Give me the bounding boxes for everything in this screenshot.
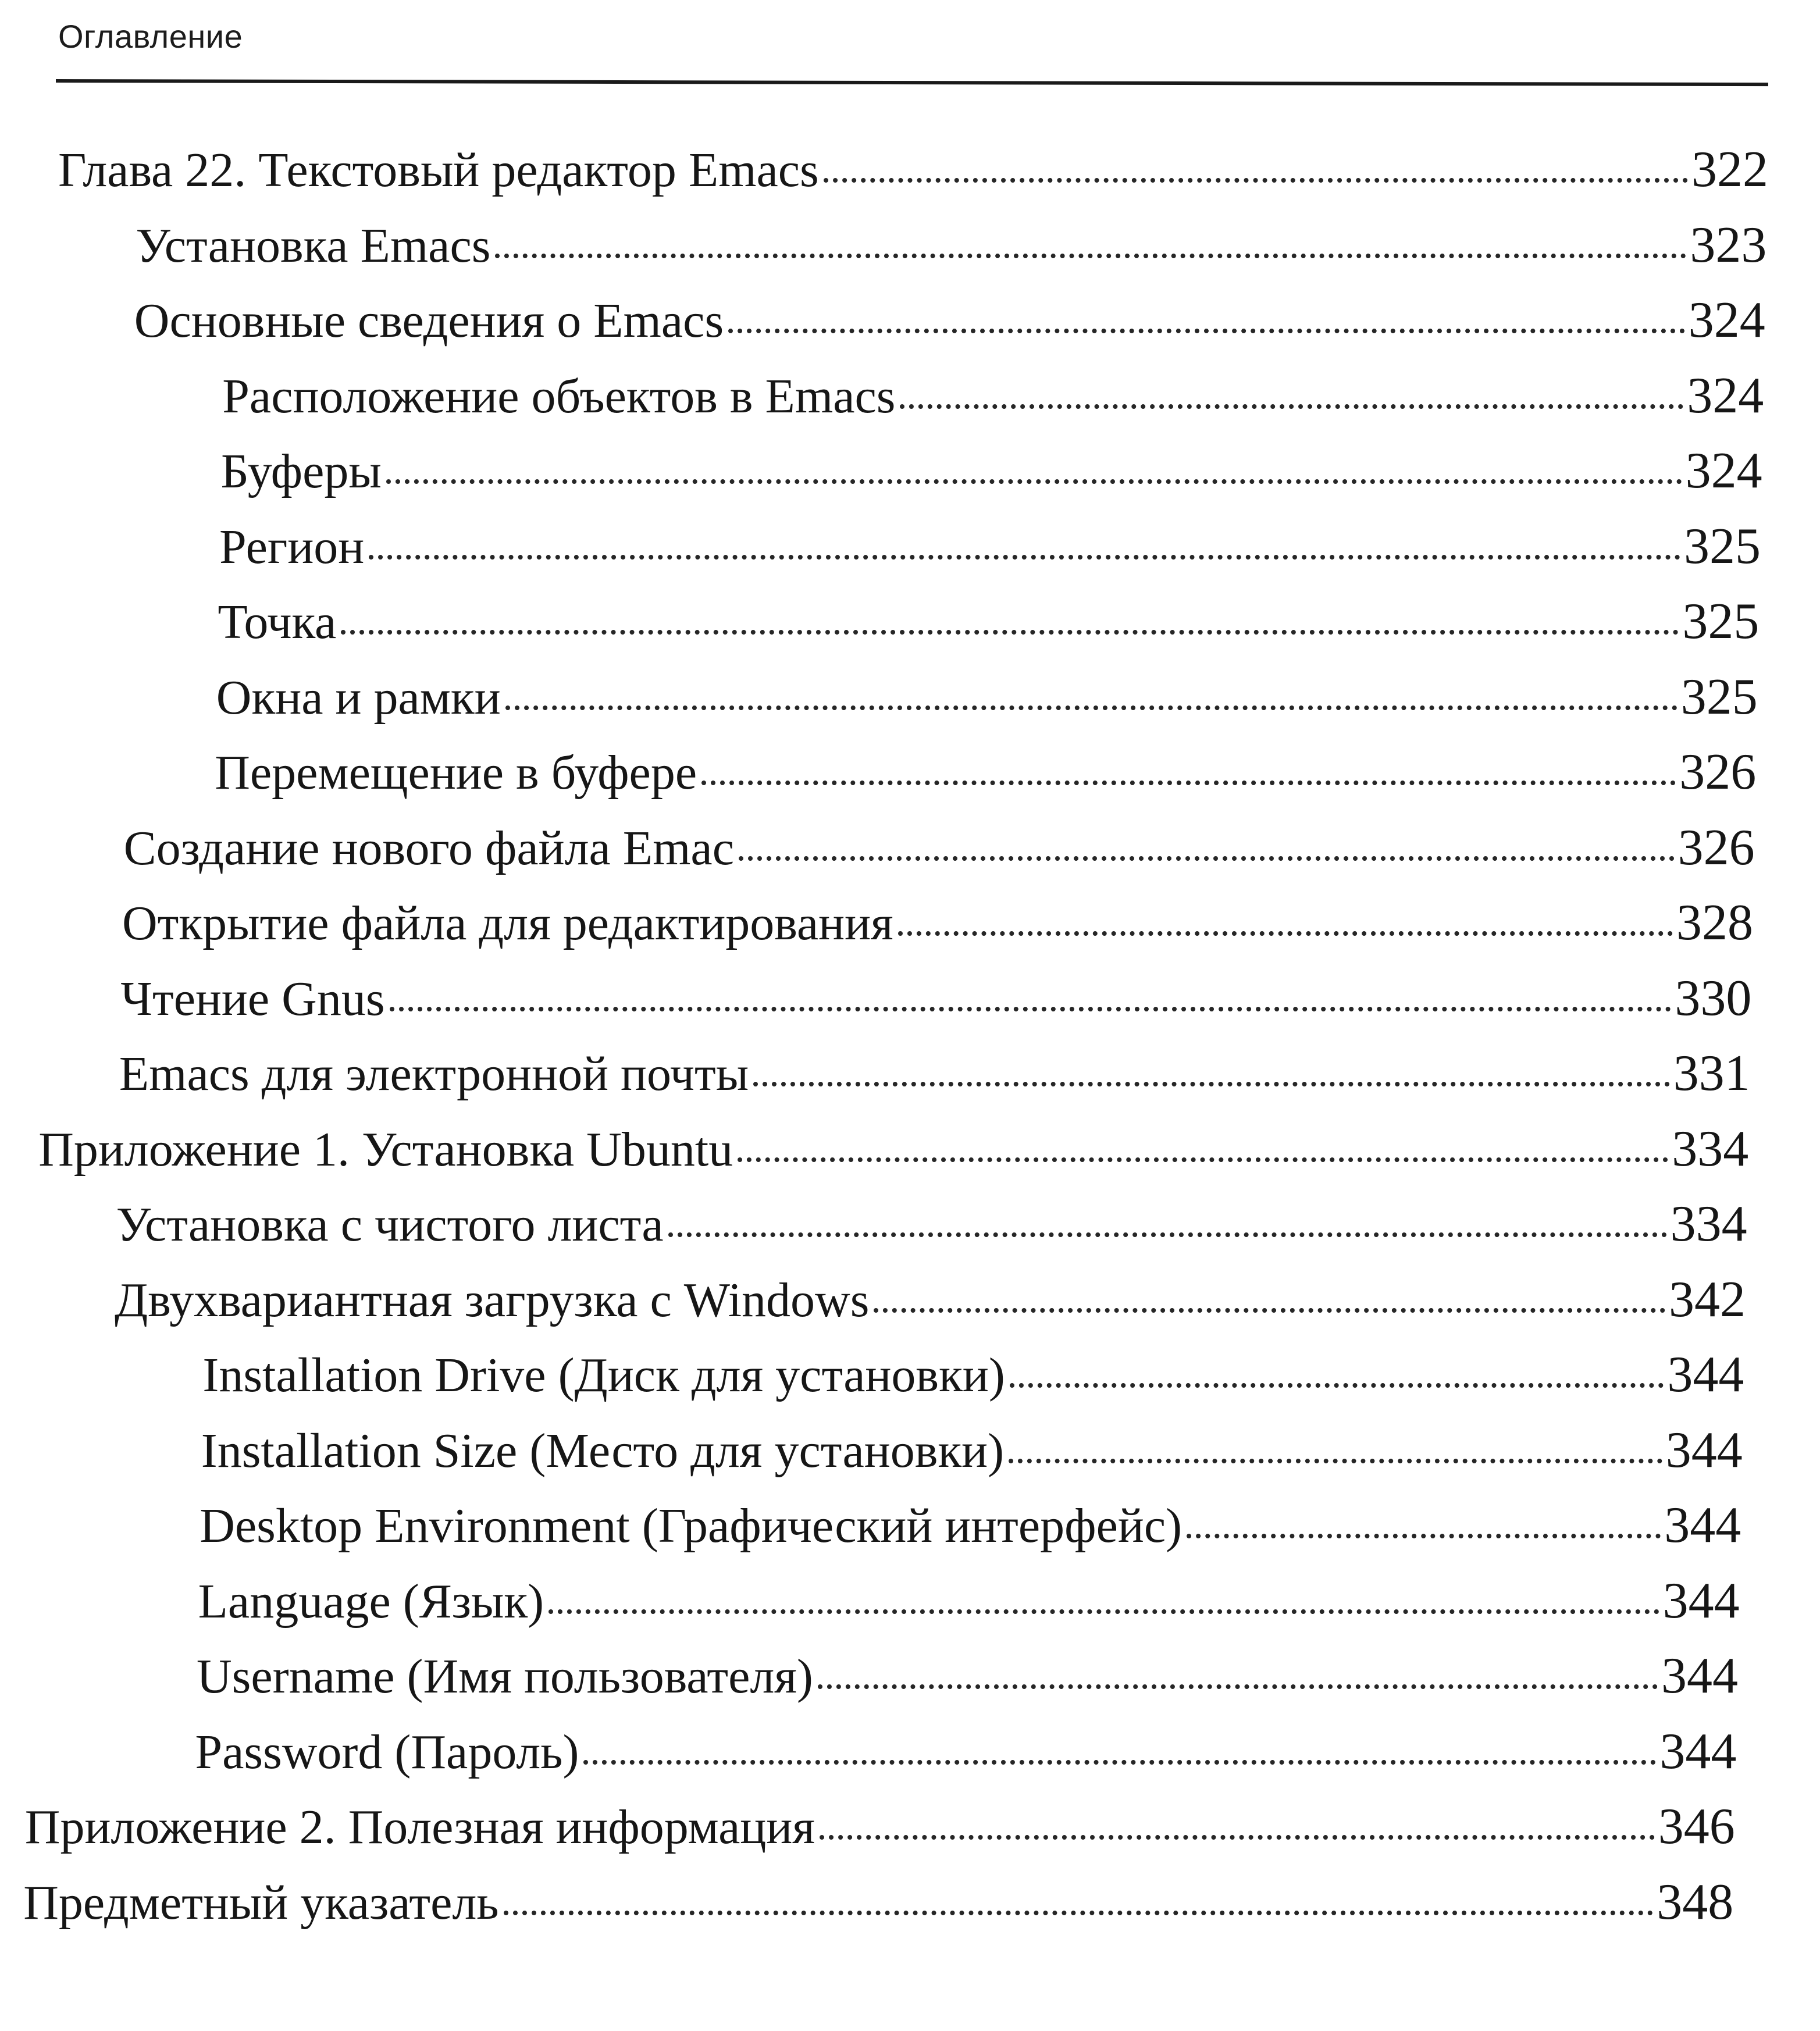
toc-entry[interactable] bbox=[197, 1644, 1738, 1709]
toc-entry-title: Приложение 2. Полезная информация bbox=[24, 1800, 815, 1854]
dot-leader bbox=[369, 555, 1680, 560]
dot-leader bbox=[820, 1835, 1655, 1840]
toc-page-number: 326 bbox=[1679, 744, 1757, 800]
toc-page-number: 334 bbox=[1670, 1196, 1747, 1252]
toc-entry-title: Буферы bbox=[220, 444, 382, 498]
toc-entry[interactable] bbox=[124, 815, 1755, 881]
toc-page-number: 330 bbox=[1675, 970, 1752, 1027]
dot-leader bbox=[824, 178, 1688, 183]
toc-entry-title: Глава 22. Текстовый редактор Emacs bbox=[58, 143, 819, 197]
dot-leader bbox=[701, 781, 1676, 785]
dot-leader bbox=[738, 1157, 1668, 1162]
toc-entry-title: Emacs для электронной почты bbox=[119, 1047, 749, 1101]
toc-entry-title: Регион bbox=[219, 519, 365, 574]
toc-entry[interactable] bbox=[134, 288, 1765, 353]
toc-entry-title: Предметный указатель bbox=[23, 1875, 499, 1930]
dot-leader bbox=[753, 1082, 1670, 1086]
toc-page-number: 344 bbox=[1661, 1648, 1738, 1704]
toc-entry-title: Двухвариантная загрузка с Windows bbox=[115, 1273, 870, 1327]
dot-leader bbox=[898, 931, 1673, 936]
toc-entry[interactable] bbox=[215, 740, 1756, 805]
toc-page-number: 322 bbox=[1691, 141, 1768, 198]
toc-entry-title: Language (Язык) bbox=[198, 1574, 544, 1629]
toc-entry[interactable] bbox=[136, 213, 1766, 278]
toc-entry-title: Создание нового файла Emac bbox=[123, 821, 734, 875]
toc-entry[interactable] bbox=[218, 589, 1759, 654]
toc-entry-title: Основные сведения о Emacs bbox=[134, 294, 724, 348]
toc-page-number: 328 bbox=[1676, 895, 1753, 951]
toc-page-number: 344 bbox=[1664, 1497, 1741, 1553]
toc-page-number: 348 bbox=[1657, 1873, 1734, 1930]
dot-leader bbox=[874, 1308, 1665, 1313]
running-head: Оглавление bbox=[58, 18, 243, 55]
toc-entry[interactable] bbox=[120, 966, 1751, 1031]
toc-entry[interactable] bbox=[116, 1192, 1747, 1257]
toc-entry-title: Установка Emacs bbox=[136, 218, 491, 273]
dot-leader bbox=[739, 856, 1675, 861]
toc-page-number: 324 bbox=[1688, 292, 1765, 348]
dot-leader bbox=[728, 329, 1685, 333]
dot-leader bbox=[668, 1232, 1667, 1237]
dot-leader bbox=[504, 1911, 1654, 1915]
toc-page-number: 331 bbox=[1673, 1045, 1750, 1102]
dot-leader bbox=[495, 254, 1686, 258]
toc-entry[interactable] bbox=[23, 1870, 1733, 1935]
toc-entry[interactable] bbox=[119, 1041, 1750, 1106]
dot-leader bbox=[386, 479, 1682, 484]
toc-page-number: 342 bbox=[1669, 1271, 1746, 1328]
toc-entry-title: Перемещение в буфере bbox=[215, 746, 697, 800]
toc-page-number: 344 bbox=[1665, 1421, 1743, 1478]
toc-entry-title: Password (Пароль) bbox=[195, 1724, 579, 1779]
toc-entry[interactable] bbox=[195, 1719, 1736, 1784]
toc-page-number: 323 bbox=[1690, 216, 1767, 273]
toc-entry-title: Установка с чистого листа bbox=[116, 1198, 664, 1252]
toc-page-number: 326 bbox=[1677, 819, 1755, 876]
toc-page-number: 325 bbox=[1680, 668, 1758, 725]
toc-entry[interactable] bbox=[115, 1267, 1746, 1332]
toc-entry-title: Приложение 1. Установка Ubuntu bbox=[38, 1122, 733, 1177]
dot-leader bbox=[341, 630, 1679, 635]
toc-page-number: 324 bbox=[1685, 443, 1762, 499]
toc-entry[interactable] bbox=[200, 1493, 1741, 1558]
dot-leader bbox=[900, 404, 1683, 409]
toc-entry[interactable] bbox=[202, 1342, 1744, 1408]
toc-page-number: 325 bbox=[1684, 518, 1761, 575]
dot-leader bbox=[583, 1760, 1656, 1765]
toc-entry-title: Username (Имя пользователя) bbox=[197, 1649, 813, 1704]
toc-entry-title: Installation Drive (Диск для установки) bbox=[202, 1348, 1005, 1402]
toc-entry-title: Desktop Environment (Графический интерфейс) bbox=[200, 1499, 1183, 1553]
toc-entry[interactable] bbox=[58, 137, 1768, 202]
toc-entry-title: Расположение объектов в Emacs bbox=[222, 369, 896, 423]
toc-entry-title: Installation Size (Место для установки) bbox=[201, 1423, 1005, 1478]
toc-entry[interactable] bbox=[201, 1418, 1743, 1483]
dot-leader bbox=[1187, 1534, 1661, 1538]
toc-entry[interactable] bbox=[219, 514, 1761, 579]
toc-page-number: 325 bbox=[1682, 593, 1760, 650]
toc-page-number: 346 bbox=[1658, 1798, 1735, 1855]
toc-page-number: 344 bbox=[1659, 1723, 1737, 1780]
toc-page-number: 344 bbox=[1667, 1346, 1744, 1403]
toc-entry[interactable] bbox=[221, 439, 1762, 504]
dot-leader bbox=[818, 1684, 1658, 1689]
dot-leader bbox=[1009, 1459, 1662, 1463]
toc-entry[interactable] bbox=[216, 665, 1758, 730]
dot-leader bbox=[1010, 1383, 1664, 1388]
toc-entry[interactable] bbox=[25, 1794, 1735, 1859]
dot-leader bbox=[390, 1007, 1672, 1011]
dot-leader bbox=[549, 1609, 1659, 1614]
toc-entry-title: Открытие файла для редактирования bbox=[122, 896, 893, 950]
toc-entry[interactable] bbox=[222, 364, 1764, 429]
toc-entry-title: Точка bbox=[218, 595, 337, 649]
toc-page-number: 344 bbox=[1662, 1572, 1740, 1629]
dot-leader bbox=[505, 705, 1677, 710]
toc-page-number: 334 bbox=[1672, 1120, 1749, 1177]
toc-entry[interactable] bbox=[198, 1569, 1740, 1634]
toc-entry[interactable] bbox=[38, 1117, 1748, 1182]
toc-entry-title: Чтение Gnus bbox=[120, 971, 385, 1026]
toc-page-number: 324 bbox=[1687, 367, 1764, 424]
toc-entry[interactable] bbox=[122, 890, 1753, 956]
toc-entry-title: Окна и рамки bbox=[216, 670, 501, 725]
